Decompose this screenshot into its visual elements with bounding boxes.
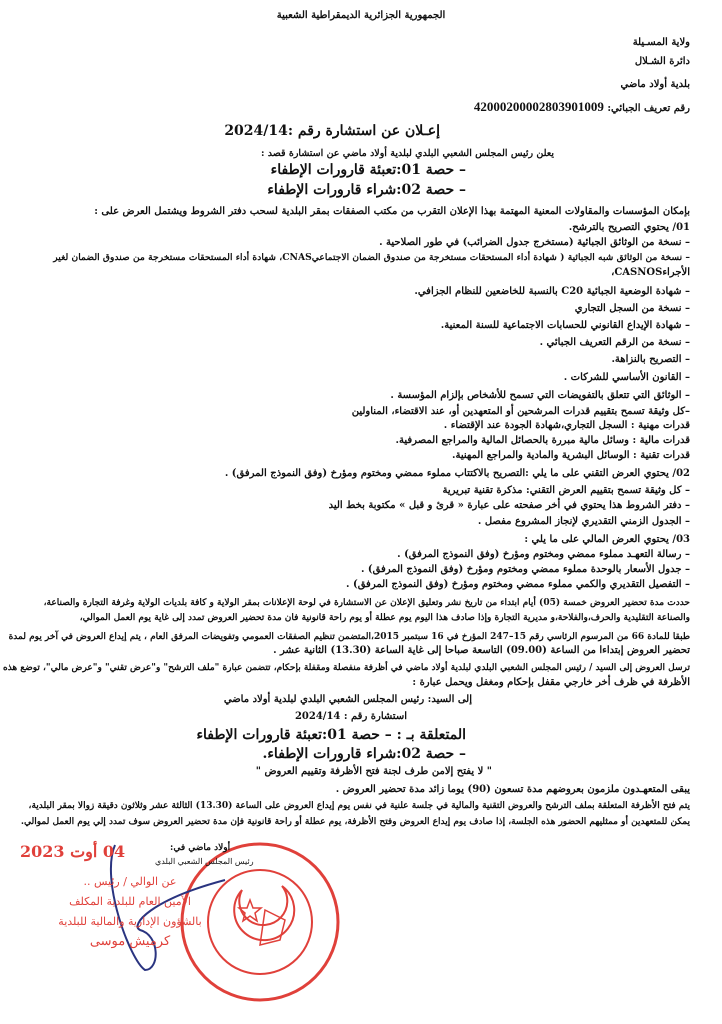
body-line: – التصريح بالنزاهة.: [611, 354, 690, 365]
body-line: –كل وثيقة تسمح بتقييم قدرات المرشحين أو المتعهدين أو، عند الاقتضاء، المناولين: [351, 406, 690, 417]
body-line: – كل وثيقة تسمح بتقييم العرض التقني: مذكرة تقنية تبريرية: [442, 485, 690, 496]
announcement-title: إعـلان عن استشارة رقم :2024/14: [224, 123, 440, 139]
body-line: ترسل العروض إلى السيد / رئيس المجلس الشعبي البلدي لبلدية أولاد ماضي في أظرفة منفصلة ومقفلة بإحكام، تتضمن عبارة "ملف الترشح" و"عرض تقني" و"عرض مالي"، توضع هذه: [2, 663, 690, 673]
tax-id-row: [474, 100, 690, 116]
body-line: حددت مدة تحضير العروض خمسة (05) أيام ابتداء من تاريخ نشر وتعليق الإعلان عن الاستشارة في لوحة الإعلانات بمقر الولاية و كافة بلديات الولاية وغرفة التجارة والصناعة،: [43, 598, 690, 608]
body-line: – نسخة من الوثائق الجبائية (مستخرج جدول الضرائب) في طور الصلاحية .: [379, 237, 690, 248]
body-line: – القانون الأساسي للشركات .: [563, 372, 690, 383]
body-line: قدرات تقنية : الوسائل البشرية والمادية والمراجع المهنية.: [452, 450, 690, 461]
body-line: 02/ يحتوي العرض التقني على ما يلي :التصريح بالاكتتاب مملوء ممضي ومختوم ومؤرخ (وفق النموذج المرفق) .: [224, 468, 690, 479]
stamp-text: [40, 872, 220, 952]
intro: يعلن رئيس المجلس الشعبي البلدي لبلدية أولاد ماضي عن استشارة قصد :: [260, 148, 554, 159]
body-line: والصناعة التقليدية والحرف،والفلاحة،و مديرية التجارة وإذا صادف هذا اليوم يوم عطلة أو يوم راحة قانونية فان مدة تحضير العروض تمدد إلى غاية يوم العمل الموالي،: [79, 613, 690, 623]
envelope-note: " لا يفتح إلامن طرف لجنة فتح الأظرفة وتقييم العروض ": [255, 766, 492, 777]
stamp-line: الأمين العام للبلدية المكلف: [69, 895, 191, 908]
envelope-consultation: استشارة رقم : 2024/14: [294, 711, 407, 722]
wilaya: ولاية المسـيلة: [632, 37, 690, 48]
body-line: – التفصيل التقديري والكمي مملوء ممضي ومختوم ومؤرخ (وفق النموذج المرفق) .: [346, 579, 690, 590]
closing-line: يبقى المتعهـدون ملزمون بعروضهم مدة تسعون (90) يوما زائد مدة تحضير العروض .: [335, 784, 690, 795]
closing-line: يتم فتح الأظرفة المتعلقة بملف الترشح والعروض التقنية والمالية في جلسة علنية في نفس يوم إيداع العروض على الساعة (13.30) الثالثة عشر وثلاثون دقيقة زوالا بمقر البلدية،: [28, 801, 690, 811]
body-line: – شهادة الإيداع القانوني للحسابات الاجتماعية للسنة المعنية.: [440, 320, 690, 331]
body-line: 01/ يحتوي التصريح بالترشح.: [568, 222, 690, 233]
signature-place: أولاد ماضي في:: [170, 843, 231, 853]
envelope-lot-2: – حصة 02:شراء قارورات الإطفاء.: [262, 746, 466, 762]
body-line: طبقا للمادة 66 من المرسوم الرئاسي رقم 15–247 المؤرخ في 16 سبتمبر 2015،المتضمن تنظيم الصفقات العمومي وتفويضات المرفق العام ، يتم إيداع العروض في آخر يوم لمدة: [8, 632, 690, 642]
lot-1: – حصة 01:تعبئة قارورات الإطفاء: [270, 162, 466, 178]
body-line: – الوثائق التي تتعلق بالتفويضات التي تسمح للأشخاص بإلزام المؤسسة .: [390, 390, 690, 401]
stamp-line: بالشؤون الإدارية والمالية للبلدية: [58, 915, 202, 928]
stamp-line: كرميش موسى: [89, 934, 171, 949]
commune: بلدية أولاد ماضي: [620, 79, 690, 90]
body-line: – رسالة التعهـد مملوء ممضي ومختوم ومؤرخ (وفق النموذج المرفق) .: [397, 549, 690, 560]
body-line: – الجدول الزمني التقديري لإنجاز المشروع مفصل .: [477, 516, 690, 527]
body-line: – شهادة الوضعية الجبائية C20 بالنسبة للخاضعين للنظام الجزافي.: [414, 286, 690, 297]
body-line: تحضير العروض إبتداءا من الساعة (09.00) التاسعة صباحا إلى غاية الساعة (13.30) الثانية عشر .: [273, 645, 690, 656]
body-line: 03/ يحتوي العرض المالي على ما يلي :: [524, 534, 690, 545]
body-line: الأجراءCASNOS،: [611, 267, 690, 278]
daira: دائرة الشـلال: [634, 56, 690, 67]
tax-id: 4200020000280390​1009: [473, 99, 604, 114]
body-line: – نسخة من الوثائق شبه الجبائية ( شهادة أداء المستحقات مستخرجة من صندوق الضمان الاجتماعيCNAS، شهادة أداء المستحقات مستخرجة من صندوق الضمان لغير: [53, 252, 690, 263]
signature-stamp-area: [20, 840, 360, 1020]
closing-line: يمكن للمتعهدين أو ممثليهم الحضور هذه الجلسة، إذا صادف يوم إيداع العروض وفتح الأظرفة، يوم عطلة أو راحة قانونية فإن مدة تحضير العروض سوف تمدد إلي يوم العمل لموالي.: [20, 817, 690, 827]
body-line: قدرات مهنية : السجل التجاري،شهادة الجودة عند الإقتضاء .: [443, 420, 690, 431]
envelope-recipient: إلى السيد: رئيس المجلس الشعبي البلدي لبلدية أولاد ماضي: [223, 694, 472, 705]
lot-2: – حصة 02:شراء قارورات الإطفاء: [267, 182, 466, 198]
envelope-lot-1: المتعلقة بـ : – حصة 01:تعبئة قارورات الإطفاء: [196, 727, 466, 743]
republic-header: الجمهورية الجزائرية الديمقراطية الشعبية: [276, 10, 446, 21]
stamp-date: 04 أوت 2023: [20, 842, 126, 861]
body-line: – نسخة من السجل التجاري: [574, 303, 690, 314]
stamp-line: عن الوالي / رئيس ..: [83, 875, 177, 888]
signature-role: رئيس المجلس الشعبي البلدي: [155, 857, 254, 866]
body-line: قدرات مالية : وسائل مالية مبررة بالحصائل المالية والمراجع المصرفية.: [395, 435, 690, 446]
body-line: بإمكان المؤسسات والمقاولات المعنية المهتمة بهذا الإعلان التقرب من مكتب الصفقات بمقر البلدية لسحب دفتر الشروط ويشتمل العرض على :: [94, 206, 690, 217]
body-line: – نسخة من الرقم التعريف الجبائي .: [539, 337, 690, 348]
tax-id-label: رقم تعريف الجبائي:: [607, 103, 690, 114]
body-line: – جدول الأسعار بالوحدة مملوء ممضي ومختوم ومؤرخ (وفق النموذج المرفق) .: [360, 564, 690, 575]
body-line: الأظرفة في ظرف أخر خارجي مقفل بإحكام ومغفل ويحمل عبارة :: [412, 677, 690, 688]
body-line: – دفتر الشروط هذا يحتوي في أخر صفحته على عبارة « قرئ و قبل » مكتوبة بخط اليد: [328, 500, 690, 511]
